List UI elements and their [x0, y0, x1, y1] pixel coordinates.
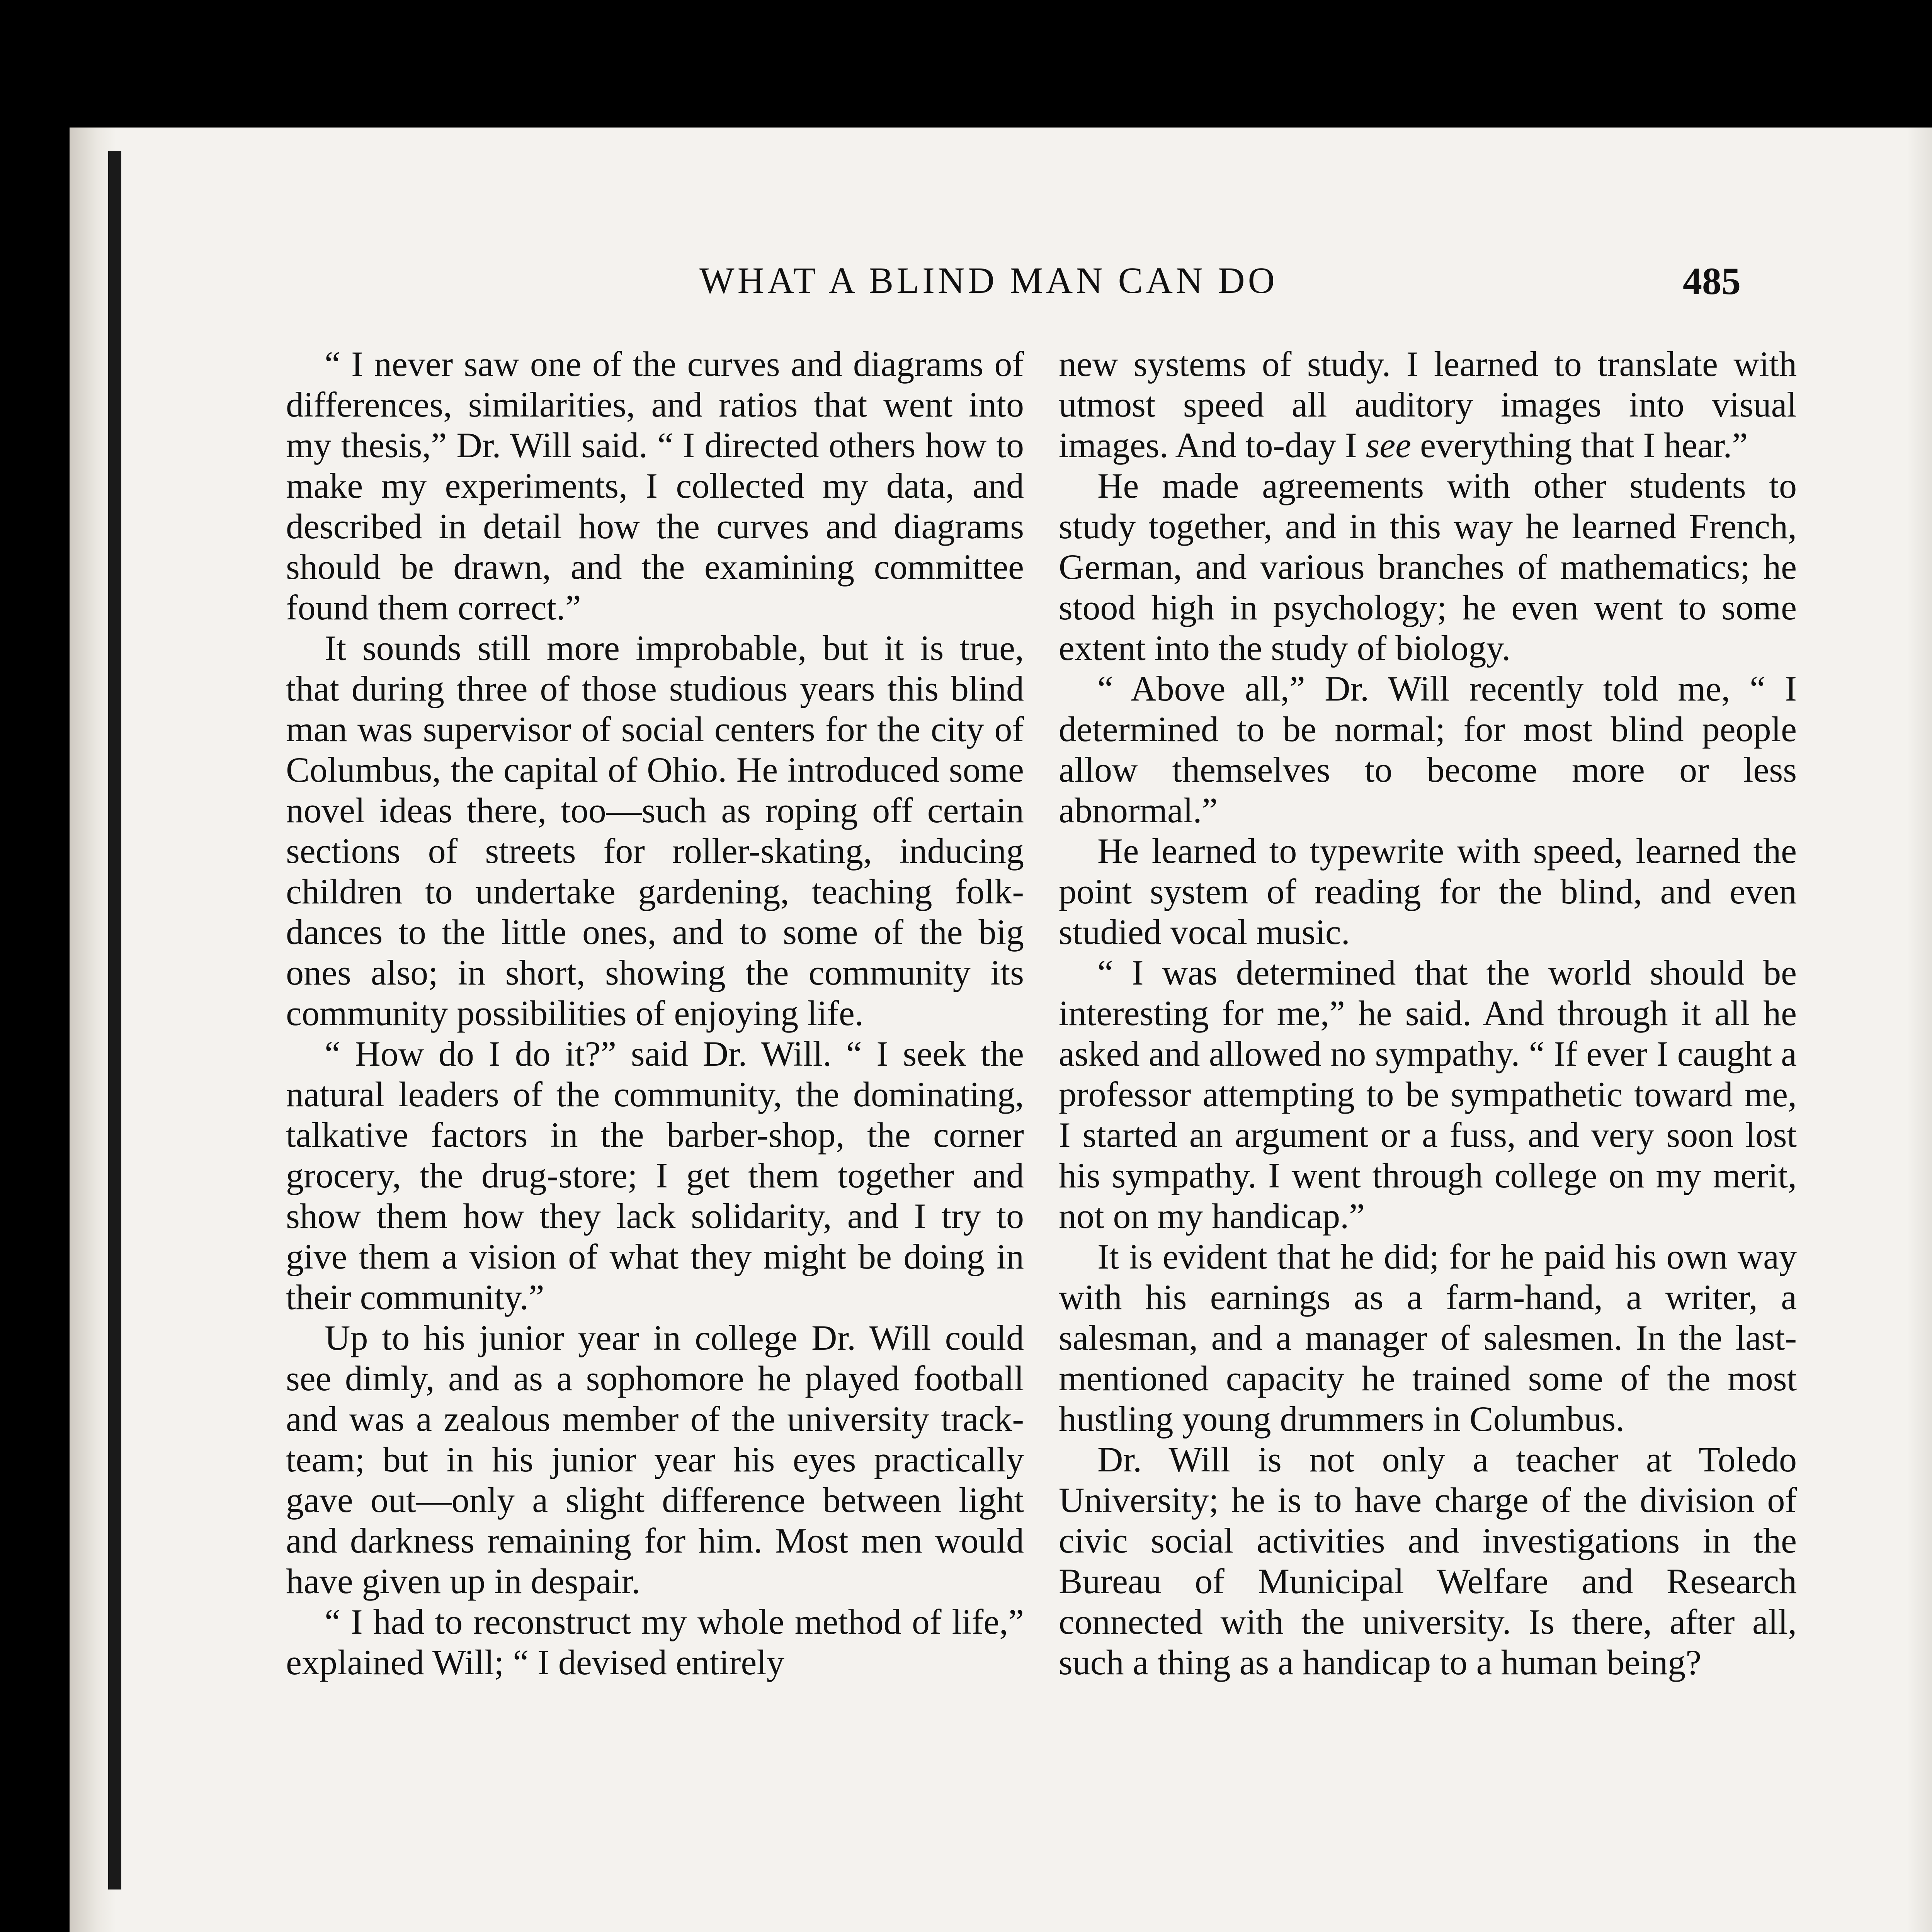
paragraph-continued — [1059, 344, 1797, 466]
left-column — [286, 344, 1024, 1683]
paragraph: It sounds still more improbable, but it is true, that during three of those studious years this blind man was supervisor of social centers for the city of Columbus, the capital of Ohio. He introduced some novel ideas there, too—such as roping off certain sections of streets for roller-skating, inducing children to undertake gardening, teaching folk-dances to the little ones, and to some of the big ones also; in short, showing the community its community possibilities of enjoying life. — [286, 628, 1024, 1033]
paragraph: Dr. Will is not only a teacher at Toledo University; he is to have charge of the division of civic social activities and investigations in the Bureau of Municipal Welfare and Research connected with the university. Is there, after all, such a thing as a handicap to a human being? — [1059, 1440, 1797, 1682]
paragraph: Up to his junior year in college Dr. Will could see dimly, and as a sophomore he played football and was a zealous member of the university track-team; but in his junior year his eyes practically gave out—only a slight difference between light and darkness remaining for him. Most men would have given up in despair. — [286, 1318, 1024, 1601]
page-number: 485 — [1683, 260, 1741, 303]
paragraph: “ I had to reconstruct my whole method of life,” explained Will; “ I devised entirely — [286, 1602, 1024, 1682]
right-column — [1059, 344, 1797, 1683]
paragraph: He made agreements with other students to study together, and in this way he learned French, German, and various branches of mathematics; he stood high in psychology; he even went to some extent into the study of biology. — [1059, 466, 1797, 668]
paragraph: He learned to typewrite with speed, learned the point system of reading for the blind, and even studied vocal music. — [1059, 831, 1797, 952]
paragraph: “ I was determined that the world should be interesting for me,” he said. And through it all he asked and allowed no sympathy. “ If ever I caught a professor attempting to be sympathetic toward me, I started an argument or a fuss, and very soon lost his sympathy. I went through college on my merit, not on my handicap.” — [1059, 953, 1797, 1236]
paragraph: “ How do I do it?” said Dr. Will. “ I seek the natural leaders of the community, the dominating, talkative factors in the barber-shop, the corner grocery, the drug-store; I get them together and show them how they lack solidarity, and I try to give them a vision of what they might be doing in their community.” — [286, 1034, 1024, 1317]
text-run: new systems of study. I learned to translate with utmost speed all auditory images into visual images. And to-day I — [1059, 344, 1797, 465]
binding-gutter-line — [108, 151, 121, 1889]
emphasized-word: see — [1366, 425, 1412, 465]
paragraph: “ I never saw one of the curves and diagrams of differences, similarities, and ratios that went into my thesis,” Dr. Will said. “ I directed others how to make my experiments, I collected my data, and described in detail how the curves and diagrams should be drawn, and the examining committee found them correct.” — [286, 344, 1024, 627]
running-head: WHAT A BLIND MAN CAN DO — [699, 260, 1278, 301]
page-right-shadow — [1907, 128, 1932, 1932]
text-run: everything that I hear.” — [1411, 425, 1748, 465]
paragraph: It is evident that he did; for he paid his own way with his earnings as a farm-hand, a writer, a salesman, and a manager of salesmen. In the last-mentioned capacity he trained some of the most hustling young drummers in Columbus. — [1059, 1237, 1797, 1439]
paragraph: “ Above all,” Dr. Will recently told me, “ I determined to be normal; for most blind people allow themselves to become more or less abnormal.” — [1059, 669, 1797, 830]
